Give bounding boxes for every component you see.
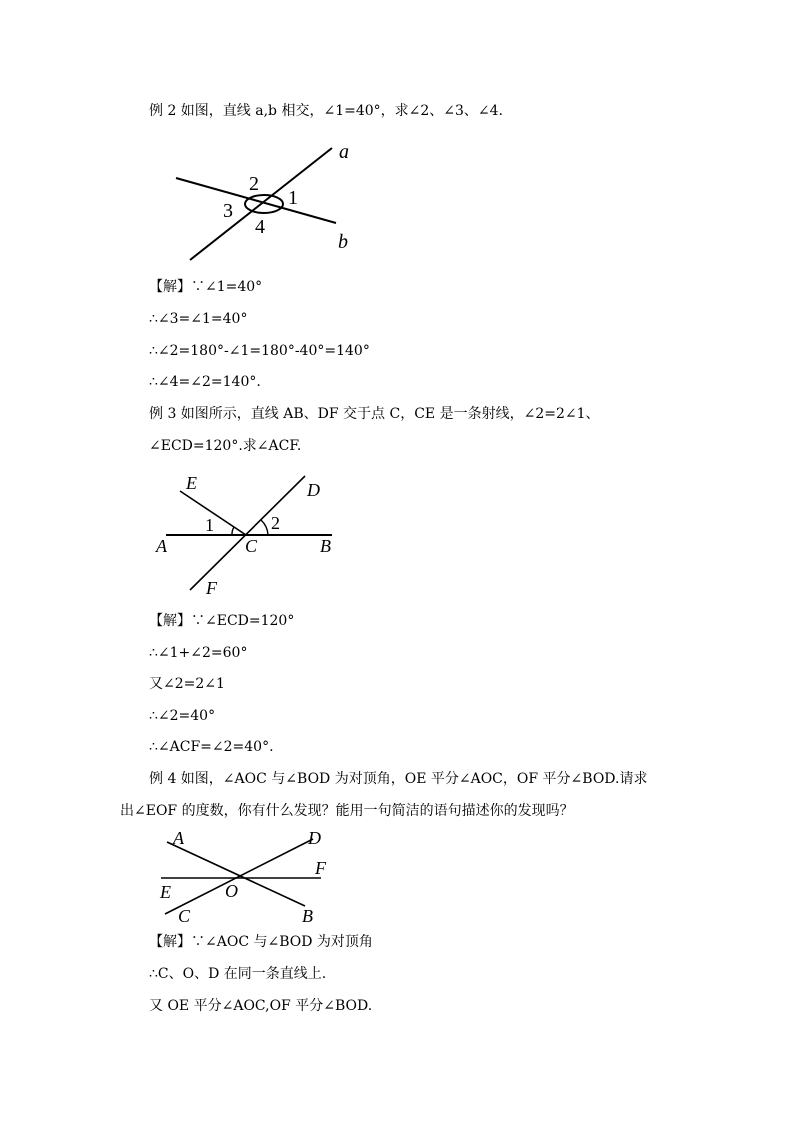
angle-label-1: 1 — [205, 515, 214, 535]
label-D: D — [307, 480, 320, 500]
label-F: F — [206, 578, 217, 598]
angle-label-4: 4 — [255, 216, 265, 238]
example4-prompt-line-1: 例 4 如图，∠AOC 与∠BOD 为对顶角，OE 平分∠AOC，OF 平分∠BOD.请求 — [149, 771, 648, 787]
example4-solution-line-3: 又 OE 平分∠AOC,OF 平分∠BOD. — [149, 998, 373, 1014]
angle-label-3: 3 — [223, 200, 233, 222]
label-O: O — [225, 881, 238, 901]
example3-solution-line-4: ∴∠2=40° — [149, 708, 216, 724]
example2-solution-line-2: ∴∠3=∠1=40° — [149, 311, 248, 327]
label-b: b — [338, 231, 348, 253]
label-A: A — [156, 536, 167, 556]
angle-ellipse — [245, 195, 283, 213]
example3-prompt-line-1: 例 3 如图所示，直线 AB、DF 交于点 C，CE 是一条射线，∠2=2∠1、 — [149, 406, 600, 422]
label-C: C — [245, 536, 258, 556]
label-E: E — [186, 473, 197, 493]
label-D: D — [308, 828, 321, 848]
label-E: E — [160, 882, 171, 902]
example4-prompt-line-2: 出∠EOF 的度数，你有什么发现？能用一句简洁的语句描述你的发现吗？ — [120, 803, 574, 819]
label-B: B — [320, 536, 331, 556]
example2-prompt: 例 2 如图，直线 a,b 相交，∠1=40°，求∠2、∠3、∠4. — [149, 103, 504, 119]
line-a — [190, 148, 332, 260]
example2-figure — [170, 140, 390, 265]
angle-arc-2 — [261, 520, 268, 535]
angle-label-2: 2 — [271, 513, 280, 533]
example2-solution-line-3: ∴∠2=180°-∠1=180°-40°=140° — [149, 343, 370, 359]
label-B: B — [302, 906, 313, 926]
example4-solution-line-2: ∴C、O、D 在同一条直线上. — [149, 966, 327, 982]
example2-solution-line-4: ∴∠4=∠2=140°. — [149, 374, 261, 390]
angle-label-1: 1 — [288, 187, 298, 209]
angle-arc-1 — [232, 527, 234, 535]
angle-label-2: 2 — [249, 173, 259, 195]
example3-figure — [150, 468, 350, 598]
line-CD — [165, 839, 313, 914]
label-F: F — [315, 858, 326, 878]
example2-solution-line-1: 【解】∵∠1=40° — [149, 279, 263, 295]
label-C: C — [178, 906, 191, 926]
label-A: A — [173, 828, 184, 848]
example4-solution-line-1: 【解】∵∠AOC 与∠BOD 为对顶角 — [149, 934, 373, 950]
example3-solution-line-2: ∴∠1+∠2=60° — [149, 645, 248, 661]
example3-prompt-line-2: ∠ECD=120°.求∠ACF. — [149, 438, 302, 454]
example3-solution-line-3: 又∠2=2∠1 — [149, 676, 225, 692]
example4-figure — [155, 826, 355, 926]
label-a: a — [339, 141, 349, 163]
example3-solution-line-1: 【解】∵∠ECD=120° — [149, 613, 295, 629]
example3-solution-line-5: ∴∠ACF=∠2=40°. — [149, 739, 274, 755]
